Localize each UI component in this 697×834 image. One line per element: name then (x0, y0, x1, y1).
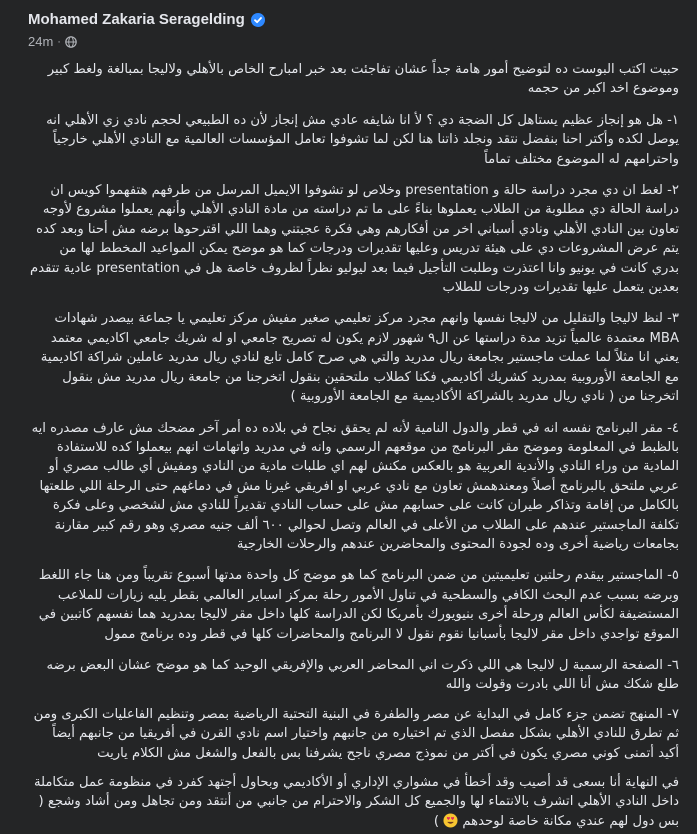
post-paragraph-2: ٢- لغط ان دي مجرد دراسة حالة و presentation وخلاص لو تشوفوا الايميل المرسل من طرفهم هتفهموا كويس ان دراسة الحالة دي مطلوبة من الطلاب يعملوها بناءً على ما تم دراسته من مادة النادي الأهلي وأنهم يعملوا مشروع لأوجه تعاون بين النادي الأهلي ونادي أسباني اخر من أفكارهم وهي فكرة عجبتني وهما اللي اقترحوها برضه مش أحنا وبعد كده يتم عرض المشروعات دي على هيئة تدريس وعليها تقديرات ودرجات كما هو موضح يمكن المواعيد المخطط لها من بدري كانت في يونيو وانا اعتذرت وطلبت التأجيل فيما بعد ليوليو نظراً لظروف خاصة هل في presentation عادية تتقدم بعدين يتعمل عليها تقديرات ودرجات للطلاب (30, 183, 679, 296)
post-paragraph-5: ٥- الماجستير بيقدم رحلتين تعليميتين من ضمن البرنامج كما هو موضح كل واحدة مدتها أسبوع تقريباً ومن هنا جاء اللغط وبرضه بسبب عدم البحث الكافي والسطحية في تناول الأمور رحلة بمركز اسباير العالمي بقطر يليه زيارات للملاعب المستضيفة لكأس العالم ورحلة أخرى بنيويورك بأمريكا لكن الدراسة كلها داخل مقر لاليجا بمدريد هما نفسهم كاتبين في الموقع تواجدي داخل مقر لاليجا بأسبانيا نقوم نقول لا البرنامج والمحاضرات كلها في قطر وده برنامج ممول (38, 568, 679, 642)
post-header (28, 8, 679, 60)
globe-icon[interactable] (65, 36, 77, 48)
author-name[interactable]: Mohamed Zakaria Seragelding (28, 10, 245, 28)
author-row (28, 8, 679, 30)
post-paragraph-1: ١- هل هو إنجاز عظيم يستاهل كل الضجة دي ؟ لأ انا شايفه عادي مش إنجاز لأن ده الطبيعي لحجم نادي زي الأهلي انه يوصل لكده وأكتر احنا بنفضل نتقد ونجلد ذاتنا هنا لكن لما تشوفوا تعامل المؤسسات العالمية مع النادي الأهلي خارجياً واحترامهم له الموضوع مختلف تماماً (46, 112, 679, 167)
post-paragraph-6: ٦- الصفحة الرسمية ل لاليجا هي اللي ذكرت اني المحاضر العربي والإفريقي الوحيد كما هو موضح عشان البعض برضه طلع شكك مش أنا اللي بادرت وقولت والله (46, 657, 679, 693)
post-paragraph-intro: حبيت اكتب البوست ده لتوضيح أمور هامة جداً عشان تفاجئت بعد خبر امبارح الخاص بالأهلي ولاليجا بمبالغة ولغط كبير وموضوع اخد اكبر من حجمه (47, 62, 679, 97)
post-meta (28, 34, 679, 49)
verified-badge-icon (251, 12, 265, 26)
post-paragraph-4: ٤- مقر البرنامج نفسه انه في قطر والدول النامية لأنه لم يحقق نجاح في بلاده ده أمر آخر مضحك مش عارف مصدره ايه بالظبط في المعلومة وموضح مقر البرنامج من موقعهم الرسمي وانه في مدريد واتهامات انهم بيعملوا كده للاستفادة المادية من وراء النادي والأندية العربية هو بالعكس مكنش لهم اي طلبات مادية من النادي ومفيش أي طالب مصري أو عربي ملتحق بالبرنامج أصلاً ومعندهمش تعاون مع نادي عربي او افريقي غيرنا مش في دماغهم حتى الرحلة اللي طلعتها بالكامل من إقامة وتذاكر طيران كانت على حسابهم مش على حساب النادي تقديراً للنادي مش لشخصي وعلى فكرة تكلفة الماجستير عندهم على الطلاب من الأعلى في العالم وتصل لحوالي ٦٠٠ ألف جنيه مصري وهو رقم كبير مقارنة بجامعات رياضية أخرى وده لجودة المحتوى والمحاضرين عندهم والرحلات الخارجية (31, 420, 679, 552)
separator-dot: · (57, 35, 61, 48)
closing-paren: ) (433, 813, 439, 829)
post-paragraph-7: ٧- المنهج تضمن جزء كامل في البداية عن مصر والطفرة في البنية التحتية الرياضية بمصر وتنظيم الفاعليات الكبرى ومن ثم تطرق للنادي الأهلي بشكل مفصل الذي تم اختياره من جانبهم واختيار اسم نادي القرن في أفريقيا من جانبهم أيضاً أكيد أتمنى كوني مصري يكون في أكتر من نموذج مصري ناجح يشرفنا بس بالفعل والشغل مش الكلام ياريت (33, 706, 679, 761)
heart-eyes-emoji-icon (443, 813, 458, 828)
post-paragraph-closing (28, 773, 679, 831)
post-body (28, 60, 679, 831)
post-timestamp[interactable]: 24m (28, 34, 54, 49)
post-paragraph-3: ٣- لنظ لاليجا والتقليل من لاليجا نفسها وانهم مجرد مركز تعليمي صغير مفيش مركز تعليمي يا جماعة بيصدر شهادات MBA معتمدة عالمياً تزيد مدة دراستها عن ال٩ شهور لازم يكون له تصريح جامعي او له شريك جامعي اكاديمي معتمد يعني انا مثلاً لما عملت ماجستير بجامعة ريال مدريد والتي هي صرح كامل تابع لنادي ريال مدريد عاملين شراكة اكاديمية مع الجامعة الأوروبية بمدريد كشريك أكاديمي فكنا كطلاب ملتحقين بنقول اتخرجنا من جامعة ريال مدريد مش بنقول اتخرجنا من ( نادي ريال مدريد بالشراكة الأكاديمية مع الجامعة الأوروبية ) (40, 311, 679, 405)
closing-text: في النهاية أنا بسعى قد أصيب وقد أخطأ في مشواري الإداري أو الأكاديمي وبحاول أجتهد كفرد في منظومة عمل متكاملة داخل النادي الأهلي اتشرف بالانتماء لها والجميع كل الشكر والاحترام من جانبي من أنتقد ومن تجاهل ومن أشاد وشجع ( بس دول لهم عندي مكانة خاصة لوحدهم (33, 775, 679, 829)
